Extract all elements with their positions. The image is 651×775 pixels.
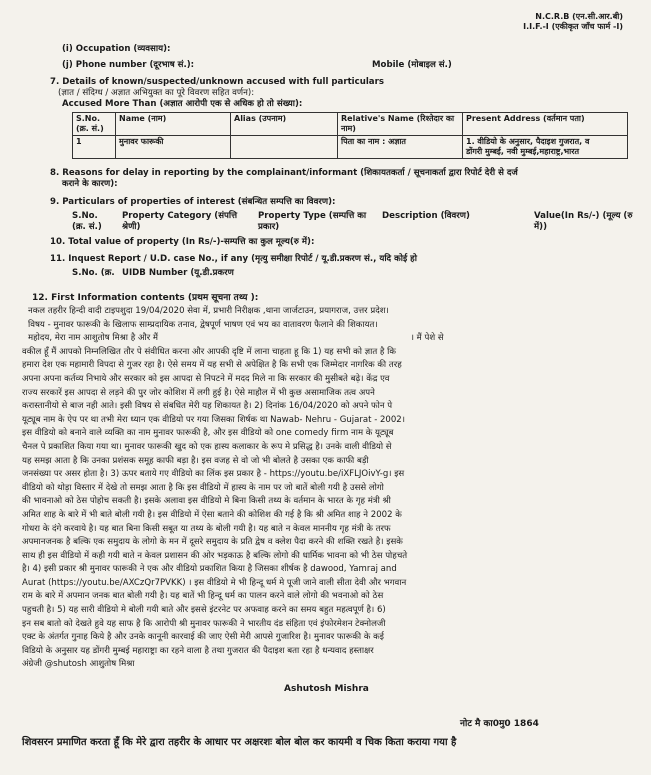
section11-uidb: UIDB Number (यू.डी.प्रकरण: [122, 268, 234, 278]
col-sno: S.No.(क्र. सं.): [73, 113, 116, 136]
fir-line: अंग्रेजी @shutosh आशुतोष मिश्रा: [22, 659, 135, 670]
section9-title: 9. Particulars of properties of interest (संबन्धित सम्पत्ति का विवरण):: [50, 197, 336, 207]
section8-line1: 8. Reasons for delay in reporting by the complainant/informant (शिकायतकर्ता / सूचनाकर्ता द्वारा रिपोर्ट देरी से दर्ज: [50, 168, 518, 178]
fir-line: नकल तहरीर हिन्दी वादी टाइपशुदा 19/04/2020 सेवा में, प्रभारी निरीक्षक ,थाना जार्जटाउन, प्रयागराज, उत्तर प्रदेश।: [28, 306, 389, 316]
fir-line: जनसंख्या पर असर होता है। 3) ऊपर बताये गए वीडियो का लिंक इस प्रकार है - https://youtu.be/iXFLJOivY-g। इस: [22, 469, 405, 480]
signature-name: Ashutosh Mishra: [284, 684, 369, 694]
occupation-label: (i) Occupation (व्यवसाय):: [62, 44, 171, 54]
fir-line: हमारा देश एक महामारी विपदा से गुजर रहा है। ऐसे समय में यह सभी से अपेक्षित है कि सभी एक जिम्मेदार नागरिक की तरह: [22, 360, 402, 371]
accused-table: [72, 112, 628, 159]
address-line-1: 1. वीडियो के अनुसार, पैदाइश गुजरात, व: [466, 137, 590, 146]
section7-title: 7. Details of known/suspected/unknown accused with full particulars: [50, 77, 384, 87]
fir-line: इस वीडियो को बनाने वाले व्यक्ति का नाम मुनावर फारूकी है, और इस वीडियो को one comedy firm नाम के यूट्यूब: [22, 428, 394, 439]
section11-sno: S.No. (क्र.: [72, 268, 115, 278]
fir-line: इन सब बातो को देखते हुवे यह साफ है कि आरोपी श्री मुनावर फारूकी ने भारतीय दंड संहिता एवं इंफोरमेशन टेक्नोलजी: [22, 618, 386, 629]
officer-note: नोट मै का0मु0 1864: [460, 719, 539, 729]
accused-table-header: [73, 113, 628, 136]
section7-subtitle: (ज्ञात / संदिग्ध / अज्ञात अभियुक्त का पूरे विवरण सहित वर्णन):: [58, 88, 255, 98]
fir-line: की भावनाओ को ठेस पोहोच सकती है। इसके अलावा इस वीडियो मे बिना किसी तथ्य के वर्तमान के भारत के गृह मंत्री श्री: [22, 496, 391, 507]
property-col-value: Value(In Rs/-) (मूल्य (रु में)): [534, 211, 633, 232]
fir-line: साथ ही इस वीडियो में कही गयी बाते न केवल प्रशासन की ओर भड़काऊ है बल्कि लोगो की धार्मिक भावना को भी ठेस पोहचते: [22, 550, 408, 561]
fir-line: विषय - मुनावर फारूकी के खिलाफ साम्प्रदायिक तनाव, द्वेषपूर्ण भाषण एवं भय का वातावरण फैलाने की शिकायत।: [28, 319, 378, 330]
fir-line: यूट्यूब नाम के ऐप पर था तभी मेरा ध्यान एक वीडियो पर गया जिसका शिर्षक था Nawab- Nehru - Gujarat - 2002।: [22, 414, 405, 425]
col-relative: Relative's Name (रिश्तेदार का नाम): [338, 113, 463, 136]
section11-title: 11. Inquest Report / U.D. case No., if any (मृत्यु समीक्षा रिपोर्ट / यू.डी.प्रकरण सं., यदि कोई हो: [50, 254, 417, 264]
fir-line: राम के बारे में अपमान जनक बात बोली गयी है। यह बातें भी हिन्दू धर्म का पालन करने वाले लोगो की भवनाओ को ठेस: [22, 591, 384, 602]
fir-line: विडियो के अनुसार यह डोंगरी मुम्बई महाराष्ट्रा का रहने वाला है तथा गुजरात की पैदाइश बता रहा है धन्यवाद हस्ताक्षर: [22, 645, 374, 656]
accused-address: [463, 136, 628, 159]
fir-line: अपमानजनक है बल्कि एक समुदाय के लोगो के मन में दूसरे समुदाय के प्रति द्वेष व क्लेश पैदा करने की शक्ति रखते है। इसके: [22, 537, 403, 548]
ncrb-title: N.C.R.B (एन.सी.आर.बी): [535, 12, 623, 21]
accused-more-than: Accused More Than (अज्ञात आरोपी एक से अधिक हो तो संख्या):: [62, 99, 303, 109]
accused-name: मुनावर फारूकी: [116, 136, 231, 159]
table-row: [73, 136, 628, 159]
fir-line: महोदय, मेरा नाम आशुतोष मिश्रा है और मैं । मैं पेशे से: [28, 333, 444, 344]
fir-line: वीडियो को थोड़ा विस्तार में देखे तो समझ आता है कि इस वीडियो में हास्य के नाम पर जो बातें बोली गयी है उससे लोगो: [22, 482, 384, 493]
fir-line: Aurat (https://youtu.be/AXCzQr7PVKK) । इस वीडियो मे भी हिन्दू धर्म मे पूजी जाने वाली सीता देवी और भगवान: [22, 577, 407, 588]
fir-line: यह समझ आता है कि उनका प्रशंसक समूह काफी बड़ा है। इस वजह से वो जो भी बोलते है उसका एक काफी बड़ी: [22, 455, 369, 466]
col-name: Name (नाम): [116, 113, 231, 136]
ncrb-header: [523, 12, 623, 32]
phone-label: (j) Phone number (दूरभाष सं.):: [62, 60, 195, 70]
col-address: Present Address (वर्तमान पता): [463, 113, 628, 136]
fir-line: है। 4) इसी प्रकार श्री मुनावर फारूकी ने एक और वीडियो प्रकाशित किया है जिसका शीर्षक है dawood, Yamraj and: [22, 564, 397, 575]
section12-title: 12. First Information contents (प्रथम सूचना तथ्य ):: [32, 293, 259, 303]
iif-form-title: I.I.F.-I (एकीकृत जाँच फार्म -I): [523, 22, 623, 31]
section10-title: 10. Total value of property (In Rs/-)-सम्पत्ति का कुल मूल्य(रु में):: [50, 237, 315, 247]
fir-line: वकील हूँ मैं आपको निम्नलिखित तौर पे संवीधित करना और आपकी दृष्टि में लाना चाहता हू कि 1) यह सभी को ज्ञात है कि: [22, 346, 396, 357]
fir-line: राज्य सरकारें इस आपदा से लड़ने की पुर जोर कोशिश में लगी हुई है। ऐसे माहौल में भी कुछ असामाजिक तत्व अपने: [22, 387, 375, 398]
address-line-2: डोंगरी मुम्बई, नवी मुम्बई,महाराष्ट्र,भारत: [466, 147, 580, 156]
col-alias: Alias (उपनाम): [231, 113, 338, 136]
fir-line: चैनल पे प्रकाशित किया गया था। मुनावर फारूकी खुद को एक हास्य कलाकार के रूप मे प्रसिद्ध है। उनके वाली वीडियो से: [22, 441, 392, 452]
fir-line: गोधरा के दंगे करवाये है। यह बात बिना किसी सबूत या तथ्य के बोली गयी है। यह बाते न केवल माननीय गृह मंत्री के तरफ: [22, 523, 391, 534]
property-col-desc: Description (विवरण): [382, 211, 470, 221]
fir-line: अमित शाह के बारे में भी बाते बोली गयी है। इस वीडियो में ऐसा बताने की कोशिश की गई है कि श्री अमित शाह ने 2002 के: [22, 509, 402, 520]
fir-contents: [22, 305, 634, 672]
property-col-sno: S.No. (क्र. सं.): [72, 211, 102, 232]
fir-line: करास्तानीयो से बाज नही आते। इसी विषय से संबधित मेरी यह शिकायत है। 2) दिनांक 16/04/2020 को अपने फोन पे: [22, 401, 393, 412]
section8-line2: कराने के कारण):: [62, 179, 118, 189]
mobile-label: Mobile (मोबाइल सं.): [372, 60, 452, 70]
fir-line: पहुचती है। 5) यह सारी वीडियो मे बोली गयी बाते और इससे इंटरनेट पर अफवाह करने का समय बहुत महत्वपूर्ण है। 6): [22, 605, 386, 616]
property-col-category: Property Category (संपत्ति श्रेणी): [122, 211, 238, 232]
fir-line: एक्ट के अंतर्गत गुनाह किये है और उनके कानूनी कारवाई की जाए ऐसी मेरी आपसे गुजारिश है। मुनावर फारूकी के कई: [22, 632, 384, 643]
property-col-type: Property Type (सम्पत्ति का प्रकार): [258, 211, 367, 232]
certification-footer: शिवसरन प्रमाणित करता हूँ कि मेरे द्वारा तहरीर के आधार पर अक्षरशः बोल बोल कर कायमी व चिक किता कराया गया है: [22, 737, 457, 748]
accused-alias: [231, 136, 338, 159]
accused-relative: पिता का नाम : अज्ञात: [338, 136, 463, 159]
accused-sno: 1: [73, 136, 116, 159]
fir-line: अपना अपना कर्तव्य निभाये और सरकार को इस आपदा से निपटने में मदद मिले ना कि सरकार की मुसीबते बढ़े। केंद्र एव: [22, 373, 390, 384]
